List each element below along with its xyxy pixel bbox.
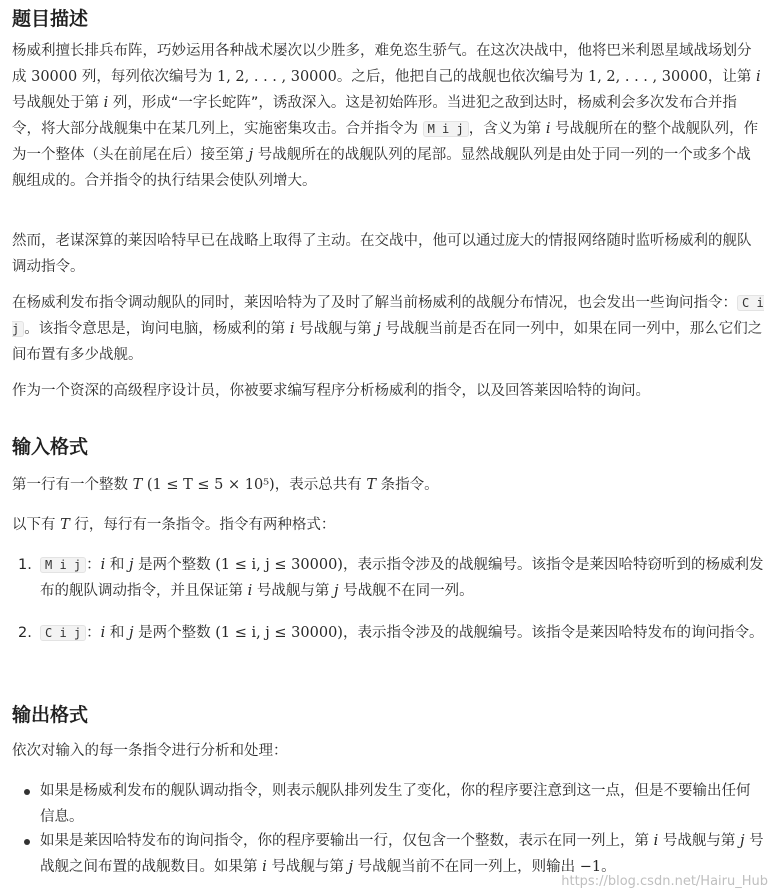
input-paragraph-1: 第一行有一个整数 T (1 ≤ T ≤ 5 × 10⁵)，表示总共有 T 条指令。 [12, 477, 439, 493]
description-paragraph-1: 杨威利擅长排兵布阵，巧妙运用各种战术屡次以少胜多，难免恣生骄气。在这次决战中，他将巴米利恩星域战场划分成 30000 列，每列依次编号为 1, 2, . . . , 30000。之后，他把自己的战舰也依次编号为 1, 2, . . . , 30000，让第 i 号战舰处于第 i 列，形成“一字长蛇阵”，诱敌深入。这是初始阵形。当进犯之敌到达时，杨威利会多次发布合并指令，将大部分战舰集中在某几列上，实施密集攻击。合并指令为 M i j ，含义为第 i 号战舰所在的整个战舰队列，作为一个整体（头在前尾在后）接至第 j 号战舰所在的战舰队列的尾部。显然战舰队列是由处于同一列的一个或多个战舰组成的。合并指令的执行结果会使队列增大。 [12, 43, 761, 189]
section-title-output-format: 输出格式 [12, 704, 89, 726]
query-command-code: C i j [12, 296, 764, 336]
section-title-input-format: 输入格式 [12, 436, 89, 458]
query-command-code: C i j [40, 625, 86, 641]
bullet-icon [24, 789, 30, 795]
description-paragraph-3: 在杨威利发布指令调动舰队的同时，莱因哈特为了及时了解当前杨威利的战舰分布情况，也会发出一些询问指令： C i j 。该指令意思是，询问电脑，杨威利的第 i 号战舰与第 j 号战舰当前是否在同一列中，如果在同一列中，那么它们之间布置有多少战舰。 [12, 295, 764, 363]
list-item: 2. C i j ：i 和 j 是两个整数 (1 ≤ i, j ≤ 30000)，表示指令涉及的战舰编号。该指令是莱因哈特发布的询问指令。 [18, 625, 764, 641]
merge-command-code: M i j [423, 121, 469, 137]
section-title-description: 题目描述 [12, 8, 89, 30]
input-paragraph-2: 以下有 T 行，每行有一条指令。指令有两种格式： [12, 517, 336, 533]
list-item: 如果是杨威利发布的舰队调动指令，则表示舰队排列发生了变化，你的程序要注意到这一点，但是不要输出任何信息。 [12, 778, 764, 830]
merge-command-code: M i j [40, 557, 86, 573]
output-paragraph-1: 依次对输入的每一条指令进行分析和处理： [12, 743, 288, 759]
description-paragraph-4: 作为一个资深的高级程序设计员，你被要求编写程序分析杨威利的指令，以及回答莱因哈特的询问。 [12, 383, 650, 399]
list-item: 如果是莱因哈特发布的询问指令，你的程序要输出一行，仅包含一个整数，表示在同一列上，第 i 号战舰与第 j 号战舰之间布置的战舰数目。如果第 i 号战舰与第 j 号战舰当前不在同一列上，则输出 −1。 [12, 828, 764, 880]
list-item: 1. M i j ：i 和 j 是两个整数 (1 ≤ i, j ≤ 30000)，表示指令涉及的战舰编号。该指令是莱因哈特窃听到的杨威利发布的舰队调动指令，并且保证第 i 号战舰与第 j 号战舰不在同一列。 [18, 557, 764, 599]
bullet-icon [24, 839, 30, 845]
description-paragraph-2: 然而，老谋深算的莱因哈特早已在战略上取得了主动。在交战中，他可以通过庞大的情报网络随时监听杨威利的舰队调动指令。 [12, 233, 752, 275]
watermark: https://blog.csdn.net/Hairu_Hub [561, 874, 768, 889]
